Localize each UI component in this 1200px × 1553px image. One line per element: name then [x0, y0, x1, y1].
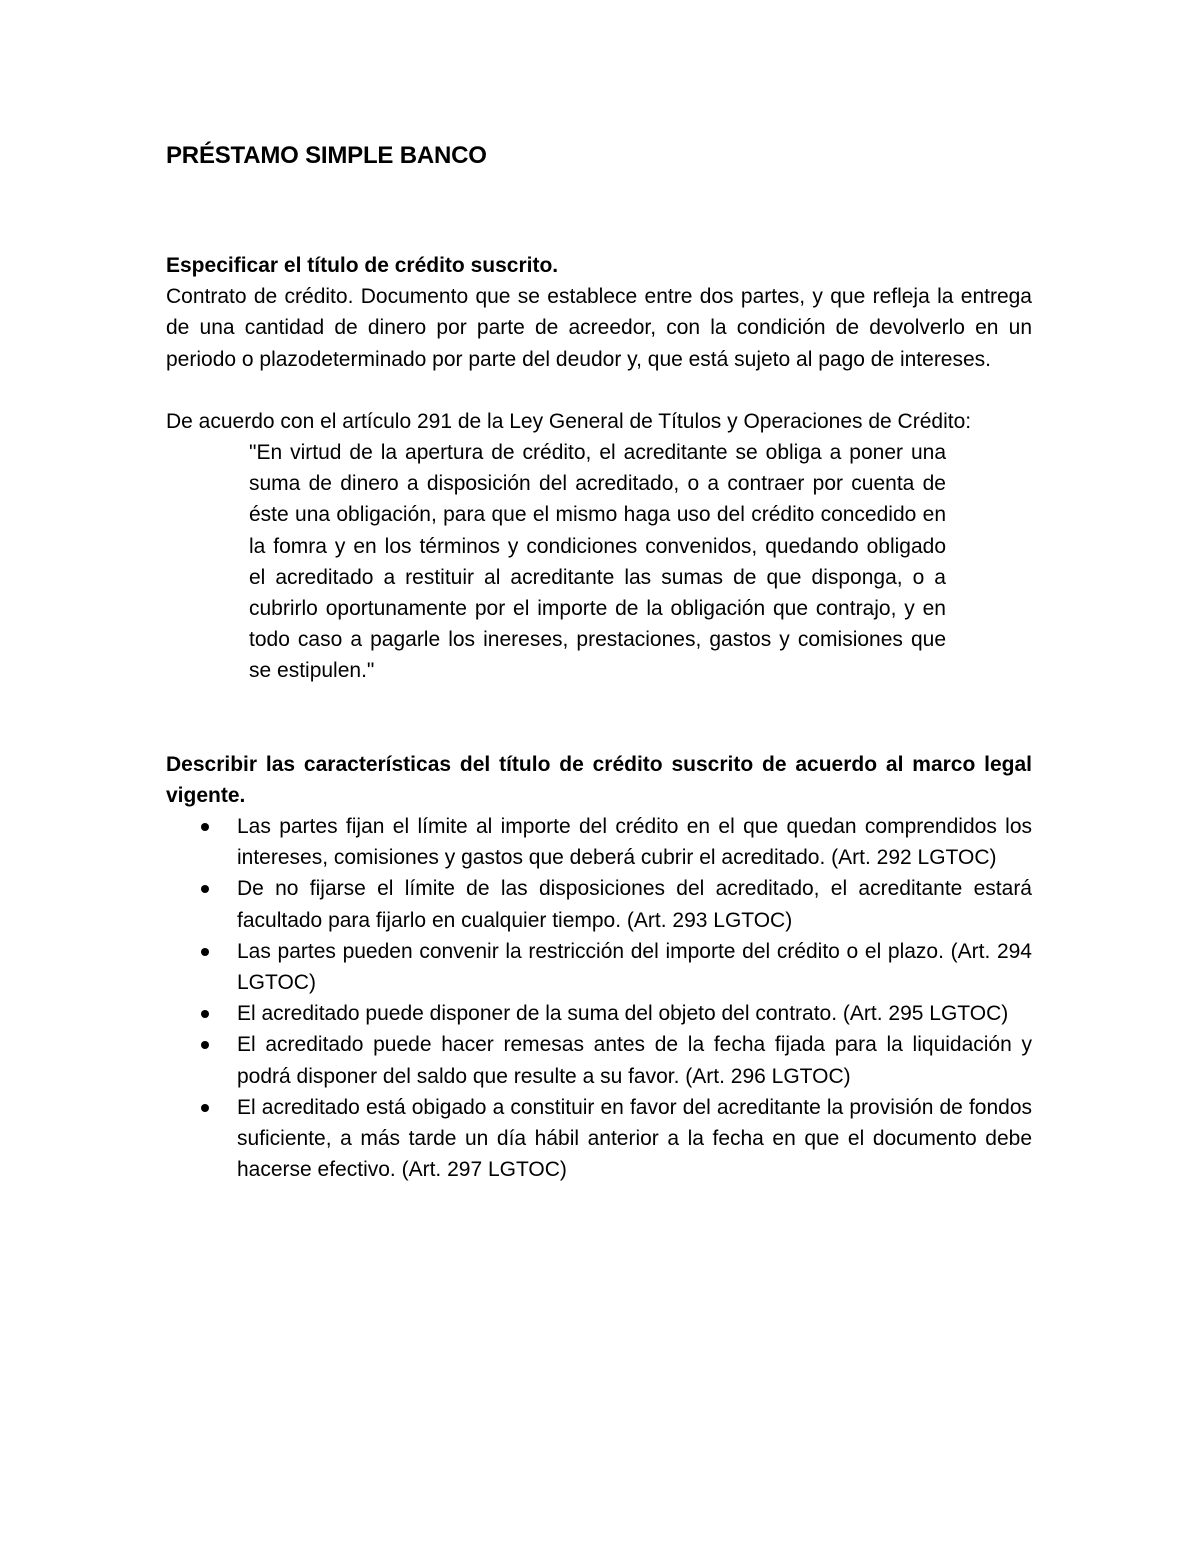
list-item [166, 1029, 1032, 1091]
article-quote: "En virtud de la apertura de crédito, el acreditante se obliga a poner una suma de dinero a disposición del acreditado, o a contraer por cuenta de éste una obligación, para que el mismo haga uso del crédito concedido en la fomra y en los términos y condiciones convenidos, quedando obligado el acreditado a restituir al acreditante las sumas de que disponga, o a cubrirlo oportunamente por el importe de la obligación que contrajo, y en todo caso a pagarle los inereses, prestaciones, gastos y comisiones que se estipulen." [249, 441, 946, 683]
characteristics-list [166, 811, 1032, 1185]
article-intro: De acuerdo con el artículo 291 de la Ley General de Títulos y Operaciones de Crédito: [166, 409, 972, 433]
spacer [166, 687, 1032, 749]
bullet-icon [201, 1010, 209, 1018]
list-item [166, 873, 1032, 935]
section1-heading: Especificar el título de crédito suscrito. [166, 254, 559, 277]
section2-heading: Describir las características del título de crédito suscrito de acuerdo al marco legal vigente. [166, 752, 1032, 807]
section1-paragraph: Contrato de crédito. Documento que se establece entre dos partes, y que refleja la entrega de una cantidad de dinero por parte de acreedor, con la condición de devolverlo en un periodo o plazodeterminado por parte del deudor y, que está sujeto al pago de intereses. [166, 285, 1032, 371]
list-item [166, 1092, 1032, 1186]
bullet-icon [201, 948, 209, 956]
list-item-text: Las partes pueden convenir la restricción del importe del crédito o el plazo. (Art. 294 LGTOC) [237, 939, 1032, 995]
spacer [166, 375, 1032, 406]
bullet-icon [201, 823, 209, 831]
list-item-text: Las partes fijan el límite al importe del crédito en el que quedan comprendidos los intereses, comisiones y gastos que deberá cubrir el acreditado. (Art. 292 LGTOC) [237, 815, 1032, 870]
bullet-icon [201, 1041, 209, 1049]
list-item [166, 998, 1032, 1029]
bullet-icon [201, 1104, 209, 1112]
list-item [166, 936, 1032, 998]
spacer [166, 174, 1032, 250]
list-item [166, 811, 1032, 873]
document-page [166, 138, 1032, 1185]
bullet-icon [201, 885, 209, 893]
list-item-text: El acreditado puede hacer remesas antes de la fecha fijada para la liquidación y podrá disponer del saldo que resulte a su favor. (Art. 296 LGTOC) [237, 1033, 1032, 1088]
document-title: PRÉSTAMO SIMPLE BANCO [166, 142, 487, 169]
list-item-text: De no fijarse el límite de las disposiciones del acreditado, el acreditante estará facultado para fijarlo en cualquier tiempo. (Art. 293 LGTOC) [237, 877, 1032, 932]
list-item-text: El acreditado está obigado a constituir en favor del acreditante la provisión de fondos suficiente, a más tarde un día hábil anterior a la fecha en que el documento debe hacerse efectivo. (Art. 297 LGTOC) [237, 1095, 1032, 1182]
list-item-text: El acreditado puede disponer de la suma del objeto del contrato. (Art. 295 LGTOC) [237, 1002, 1009, 1026]
